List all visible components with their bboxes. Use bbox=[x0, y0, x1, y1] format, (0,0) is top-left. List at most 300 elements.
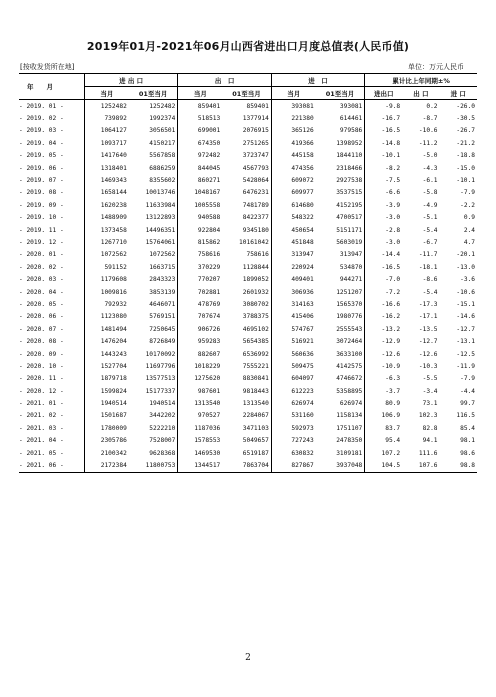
value-cell: 1252482 bbox=[129, 100, 178, 113]
value-cell: 531160 bbox=[291, 412, 314, 420]
table-row bbox=[19, 125, 477, 137]
period-cell: - 2019. 03 - bbox=[19, 125, 84, 137]
value-cell: 6476231 bbox=[222, 187, 271, 199]
value-cell: 2601932 bbox=[222, 286, 271, 298]
table-row bbox=[19, 323, 477, 335]
value-cell: 95.4 bbox=[385, 437, 401, 445]
value-cell: 107.6 bbox=[402, 459, 439, 472]
value-cell: -13.5 bbox=[418, 325, 438, 333]
value-cell: 3537515 bbox=[316, 187, 365, 199]
value-cell: 5567858 bbox=[129, 150, 178, 162]
value-cell: 739892 bbox=[104, 115, 127, 123]
period-cell: - 2020. 02 - bbox=[19, 261, 84, 273]
value-cell: 3109181 bbox=[316, 447, 365, 459]
table-row bbox=[19, 249, 477, 261]
value-cell: 1469530 bbox=[194, 449, 221, 457]
period-cell: - 2020. 08 - bbox=[19, 335, 84, 347]
period-cell: - 2020. 07 - bbox=[19, 323, 84, 335]
value-cell: -21.2 bbox=[456, 139, 475, 147]
value-cell: -15.0 bbox=[456, 164, 475, 172]
value-cell: 2927538 bbox=[316, 174, 365, 186]
value-cell: 630832 bbox=[291, 449, 314, 457]
value-cell: 313947 bbox=[291, 251, 314, 259]
value-cell: 1476204 bbox=[100, 338, 127, 346]
value-cell: 758616 bbox=[222, 249, 271, 261]
value-cell: 2843323 bbox=[129, 273, 178, 285]
value-cell: 1373458 bbox=[100, 226, 127, 234]
value-cell: -10.1 bbox=[381, 152, 401, 160]
value-cell: 98.6 bbox=[460, 449, 475, 457]
value-cell: 2100342 bbox=[100, 449, 127, 457]
value-cell: -4.9 bbox=[422, 201, 438, 209]
value-cell: 574767 bbox=[291, 325, 314, 333]
value-cell: 1267710 bbox=[100, 238, 127, 246]
period-cell: - 2020. 10 - bbox=[19, 360, 84, 372]
value-cell: -2.8 bbox=[385, 226, 401, 234]
value-cell: 1187036 bbox=[194, 424, 221, 432]
value-cell: -14.6 bbox=[456, 313, 475, 321]
value-cell: 859401 bbox=[222, 100, 271, 113]
value-cell: 4.7 bbox=[463, 238, 475, 246]
value-cell: 3471103 bbox=[222, 422, 271, 434]
value-cell: 548322 bbox=[291, 214, 314, 222]
value-cell: -8.2 bbox=[385, 164, 401, 172]
value-cell: 365126 bbox=[291, 127, 314, 135]
value-cell: -12.7 bbox=[456, 325, 475, 333]
value-cell: -13.0 bbox=[456, 263, 475, 271]
value-cell: 94.1 bbox=[422, 437, 438, 445]
period-cell: - 2019. 02 - bbox=[19, 112, 84, 124]
value-cell: -3.4 bbox=[422, 387, 438, 395]
value-cell: 5049657 bbox=[222, 435, 271, 447]
value-cell: 370229 bbox=[197, 263, 221, 271]
sub-header: 出 口 bbox=[402, 87, 439, 100]
value-cell: -5.4 bbox=[422, 288, 438, 296]
value-cell: -17.3 bbox=[418, 300, 438, 308]
value-cell: 1251207 bbox=[316, 286, 365, 298]
value-cell: 1844110 bbox=[316, 150, 365, 162]
table-row bbox=[19, 373, 477, 385]
table-row bbox=[19, 273, 477, 285]
value-cell: 1417640 bbox=[100, 152, 127, 160]
value-cell: 4700517 bbox=[316, 212, 365, 224]
value-cell: 1005558 bbox=[194, 201, 221, 209]
value-cell: 314163 bbox=[291, 300, 314, 308]
value-cell: 612223 bbox=[291, 387, 314, 395]
period-cell: - 2019. 11 - bbox=[19, 224, 84, 236]
value-cell: 10170092 bbox=[129, 348, 178, 360]
value-cell: 1658144 bbox=[100, 189, 127, 197]
value-cell: 393081 bbox=[291, 102, 314, 110]
value-cell: 940588 bbox=[197, 214, 221, 222]
value-cell: 450654 bbox=[291, 226, 314, 234]
table-row bbox=[19, 162, 477, 174]
value-cell: 8422377 bbox=[222, 212, 271, 224]
value-cell: 1072562 bbox=[129, 249, 178, 261]
value-cell: 306936 bbox=[291, 288, 314, 296]
value-cell: 220924 bbox=[291, 263, 314, 271]
value-cell: 5654385 bbox=[222, 335, 271, 347]
value-cell: 1128844 bbox=[222, 261, 271, 273]
table-row bbox=[19, 335, 477, 347]
value-cell: 1064127 bbox=[100, 127, 127, 135]
table-row bbox=[19, 112, 477, 124]
value-cell: 518513 bbox=[197, 115, 221, 123]
value-cell: -10.6 bbox=[456, 288, 475, 296]
sub-header: 01至当月 bbox=[129, 87, 178, 100]
value-cell: 8726849 bbox=[129, 335, 178, 347]
table-row bbox=[19, 348, 477, 360]
value-cell: 313947 bbox=[316, 249, 365, 261]
table-row bbox=[19, 286, 477, 298]
value-cell: 11800753 bbox=[129, 459, 178, 472]
value-cell: 5151171 bbox=[316, 224, 365, 236]
value-cell: 699001 bbox=[197, 127, 221, 135]
value-cell: 3723747 bbox=[222, 150, 271, 162]
table-row bbox=[19, 261, 477, 273]
table-row bbox=[19, 212, 477, 224]
value-cell: 445158 bbox=[291, 152, 314, 160]
value-cell: 10161042 bbox=[222, 236, 271, 248]
value-cell: 609977 bbox=[291, 189, 314, 197]
value-cell: 5769151 bbox=[129, 311, 178, 323]
monthly-trade-table bbox=[19, 73, 477, 473]
value-cell: 4746672 bbox=[316, 373, 365, 385]
value-cell: 2318466 bbox=[316, 162, 365, 174]
value-cell: 626974 bbox=[316, 397, 365, 409]
value-cell: 906726 bbox=[197, 325, 221, 333]
value-cell: -16.7 bbox=[381, 115, 401, 123]
value-cell: -13.2 bbox=[381, 325, 401, 333]
group-header-export: 出 口 bbox=[178, 74, 271, 87]
value-cell: 221380 bbox=[291, 115, 314, 123]
value-cell: -3.6 bbox=[460, 276, 475, 284]
value-cell: 1398952 bbox=[316, 137, 365, 149]
value-cell: 626974 bbox=[291, 400, 314, 408]
value-cell: 674350 bbox=[197, 139, 221, 147]
value-cell: -2.2 bbox=[460, 201, 475, 209]
value-cell: 80.9 bbox=[385, 400, 401, 408]
value-cell: -8.7 bbox=[422, 115, 438, 123]
value-cell: 987601 bbox=[197, 387, 221, 395]
value-cell: 1879718 bbox=[100, 375, 127, 383]
value-cell: -16.5 bbox=[381, 127, 401, 135]
value-cell: 1158134 bbox=[316, 410, 365, 422]
value-cell: -7.5 bbox=[385, 177, 401, 185]
value-cell: -12.6 bbox=[381, 350, 401, 358]
value-cell: 792932 bbox=[104, 300, 127, 308]
value-cell: 609072 bbox=[291, 177, 314, 185]
value-cell: 8355602 bbox=[129, 174, 178, 186]
value-cell: 1620238 bbox=[100, 201, 127, 209]
value-cell: 959283 bbox=[197, 338, 221, 346]
value-cell: 1443243 bbox=[100, 350, 127, 358]
value-cell: 7528007 bbox=[129, 435, 178, 447]
period-cell: - 2021. 05 - bbox=[19, 447, 84, 459]
page-title: 2019年01月-2021年06月山西省进出口月度总值表(人民币值) bbox=[86, 40, 410, 53]
value-cell: -5.5 bbox=[422, 375, 438, 383]
value-cell: 474356 bbox=[291, 164, 314, 172]
value-cell: 1481494 bbox=[100, 325, 127, 333]
value-cell: 944271 bbox=[316, 273, 365, 285]
value-cell: -16.5 bbox=[381, 263, 401, 271]
value-cell: 1780009 bbox=[100, 424, 127, 432]
value-cell: -10.1 bbox=[456, 177, 475, 185]
sub-header: 进出口 bbox=[365, 87, 402, 100]
value-cell: 14496351 bbox=[129, 224, 178, 236]
value-cell: -12.7 bbox=[418, 338, 438, 346]
period-cell: - 2020. 05 - bbox=[19, 298, 84, 310]
value-cell: 7481789 bbox=[222, 199, 271, 211]
value-cell: -12.6 bbox=[418, 350, 438, 358]
value-cell: 3633100 bbox=[316, 348, 365, 360]
value-cell: -3.0 bbox=[385, 238, 401, 246]
value-cell: -5.1 bbox=[422, 214, 438, 222]
value-cell: 1899052 bbox=[222, 273, 271, 285]
page-number: 2 bbox=[245, 653, 251, 663]
value-cell: 758616 bbox=[197, 251, 221, 259]
period-cell: - 2020. 06 - bbox=[19, 311, 84, 323]
value-cell: 15764061 bbox=[129, 236, 178, 248]
value-cell: 7250645 bbox=[129, 323, 178, 335]
value-cell: 4695102 bbox=[222, 323, 271, 335]
value-cell: 815862 bbox=[197, 238, 221, 246]
table-row bbox=[19, 100, 477, 113]
period-cell: - 2019. 08 - bbox=[19, 187, 84, 199]
value-cell: -3.9 bbox=[385, 201, 401, 209]
value-cell: 727243 bbox=[291, 437, 314, 445]
value-cell: 1344517 bbox=[178, 459, 222, 472]
value-cell: 116.5 bbox=[456, 412, 475, 420]
value-cell: -6.1 bbox=[422, 177, 438, 185]
value-cell: -13.1 bbox=[456, 338, 475, 346]
value-cell: -18.1 bbox=[418, 263, 438, 271]
value-cell: 9628368 bbox=[129, 447, 178, 459]
value-cell: 1501687 bbox=[100, 412, 127, 420]
value-cell: 979586 bbox=[316, 125, 365, 137]
value-cell: 0.2 bbox=[426, 102, 438, 110]
value-cell: 4567793 bbox=[222, 162, 271, 174]
sub-header: 01至当月 bbox=[222, 87, 271, 100]
value-cell: -20.1 bbox=[456, 251, 475, 259]
value-cell: 4152195 bbox=[316, 199, 365, 211]
period-cell: - 2019. 10 - bbox=[19, 212, 84, 224]
value-cell: 1663715 bbox=[129, 261, 178, 273]
table-row bbox=[19, 397, 477, 409]
value-cell: 415406 bbox=[291, 313, 314, 321]
table-row bbox=[19, 224, 477, 236]
value-cell: 4142575 bbox=[316, 360, 365, 372]
value-cell: 1179608 bbox=[100, 276, 127, 284]
value-cell: 1980776 bbox=[316, 311, 365, 323]
value-cell: -11.9 bbox=[456, 362, 475, 370]
value-cell: 2305786 bbox=[100, 437, 127, 445]
value-cell: 2751265 bbox=[222, 137, 271, 149]
value-cell: 2284067 bbox=[222, 410, 271, 422]
value-cell: -11.2 bbox=[418, 139, 438, 147]
sub-header: 当月 bbox=[84, 87, 128, 100]
period-cell: - 2020. 04 - bbox=[19, 286, 84, 298]
value-cell: 1992374 bbox=[129, 112, 178, 124]
period-cell: - 2019. 09 - bbox=[19, 199, 84, 211]
value-cell: -6.6 bbox=[385, 189, 401, 197]
table-row bbox=[19, 385, 477, 397]
sub-header: 01至当月 bbox=[316, 87, 365, 100]
value-cell: -18.8 bbox=[456, 152, 475, 160]
value-cell: 98.8 bbox=[440, 459, 477, 472]
value-cell: 614461 bbox=[316, 112, 365, 124]
value-cell: 1313540 bbox=[222, 397, 271, 409]
value-cell: 3056501 bbox=[129, 125, 178, 137]
value-cell: -7.2 bbox=[385, 288, 401, 296]
value-cell: -26.0 bbox=[456, 102, 475, 110]
value-cell: 1578553 bbox=[194, 437, 221, 445]
value-cell: 11697796 bbox=[129, 360, 178, 372]
table-body bbox=[19, 100, 477, 473]
value-cell: 859401 bbox=[197, 102, 221, 110]
sub-header: 当月 bbox=[178, 87, 222, 100]
value-cell: 5603019 bbox=[316, 236, 365, 248]
value-cell: -10.6 bbox=[418, 127, 438, 135]
value-cell: 2076915 bbox=[222, 125, 271, 137]
value-cell: 83.7 bbox=[385, 424, 401, 432]
value-cell: 4646071 bbox=[129, 298, 178, 310]
value-cell: -11.7 bbox=[418, 251, 438, 259]
table-row bbox=[19, 298, 477, 310]
value-cell: 393081 bbox=[316, 100, 365, 113]
value-cell: -12.5 bbox=[456, 350, 475, 358]
value-cell: -9.8 bbox=[385, 102, 401, 110]
value-cell: 9345180 bbox=[222, 224, 271, 236]
value-cell: 451848 bbox=[291, 238, 314, 246]
value-cell: 107.2 bbox=[381, 449, 401, 457]
value-cell: 1940514 bbox=[129, 397, 178, 409]
year-month-header: 年 月 bbox=[19, 74, 84, 100]
value-cell: 4150217 bbox=[129, 137, 178, 149]
table-row bbox=[19, 410, 477, 422]
value-cell: 2.4 bbox=[463, 226, 475, 234]
value-cell: 770207 bbox=[197, 276, 221, 284]
value-cell: -4.4 bbox=[460, 387, 475, 395]
value-cell: -7.0 bbox=[385, 276, 401, 284]
period-cell: - 2021. 01 - bbox=[19, 397, 84, 409]
value-cell: 1123080 bbox=[100, 313, 127, 321]
value-cell: -10.3 bbox=[418, 362, 438, 370]
value-cell: 827867 bbox=[271, 459, 315, 472]
value-cell: 1048167 bbox=[194, 189, 221, 197]
value-cell: 509475 bbox=[291, 362, 314, 370]
value-cell: -6.7 bbox=[422, 238, 438, 246]
value-cell: 15177337 bbox=[129, 385, 178, 397]
value-cell: -8.6 bbox=[422, 276, 438, 284]
value-cell: 409401 bbox=[291, 276, 314, 284]
period-cell: - 2021. 06 - bbox=[19, 459, 84, 472]
value-cell: -5.0 bbox=[422, 152, 438, 160]
value-cell: 1565370 bbox=[316, 298, 365, 310]
table-row bbox=[19, 422, 477, 434]
period-cell: - 2020. 11 - bbox=[19, 373, 84, 385]
value-cell: -14.8 bbox=[381, 139, 401, 147]
value-cell: 534870 bbox=[316, 261, 365, 273]
group-header-import: 进 口 bbox=[271, 74, 364, 87]
table-row bbox=[19, 187, 477, 199]
value-cell: 7863704 bbox=[222, 459, 271, 472]
period-cell: - 2019. 06 - bbox=[19, 162, 84, 174]
table-row bbox=[19, 137, 477, 149]
table-row bbox=[19, 150, 477, 162]
value-cell: -5.4 bbox=[422, 226, 438, 234]
value-cell: 13122893 bbox=[129, 212, 178, 224]
value-cell: 1275620 bbox=[194, 375, 221, 383]
table-row bbox=[19, 311, 477, 323]
value-cell: -7.9 bbox=[460, 375, 475, 383]
classification-label: [按收发货所在地] bbox=[20, 63, 75, 71]
value-cell: 970527 bbox=[197, 412, 221, 420]
group-header-yoy: 累计比上年同期±% bbox=[365, 74, 477, 87]
value-cell: -16.6 bbox=[381, 300, 401, 308]
value-cell: 604097 bbox=[291, 375, 314, 383]
table-row bbox=[19, 435, 477, 447]
value-cell: 3072464 bbox=[316, 335, 365, 347]
value-cell: 11633984 bbox=[129, 199, 178, 211]
value-cell: 707674 bbox=[197, 313, 221, 321]
period-cell: - 2020. 12 - bbox=[19, 385, 84, 397]
value-cell: 98.1 bbox=[460, 437, 475, 445]
value-cell: 10013746 bbox=[129, 187, 178, 199]
value-cell: 6519187 bbox=[222, 447, 271, 459]
value-cell: 882607 bbox=[197, 350, 221, 358]
period-cell: - 2019. 04 - bbox=[19, 137, 84, 149]
value-cell: 560636 bbox=[291, 350, 314, 358]
value-cell: -10.9 bbox=[381, 362, 401, 370]
value-cell: 2478350 bbox=[316, 435, 365, 447]
sub-header: 当月 bbox=[271, 87, 315, 100]
value-cell: 2172384 bbox=[84, 459, 128, 472]
period-cell: - 2019. 01 - bbox=[19, 100, 84, 113]
sub-header: 进 口 bbox=[440, 87, 477, 100]
table-row bbox=[19, 174, 477, 186]
value-cell: -5.8 bbox=[422, 189, 438, 197]
value-cell: 5222210 bbox=[129, 422, 178, 434]
value-cell: -17.1 bbox=[418, 313, 438, 321]
value-cell: 972482 bbox=[197, 152, 221, 160]
value-cell: -26.7 bbox=[456, 127, 475, 135]
value-cell: 3937048 bbox=[316, 459, 365, 472]
value-cell: -16.2 bbox=[381, 313, 401, 321]
value-cell: -30.5 bbox=[456, 115, 475, 123]
value-cell: 1093717 bbox=[100, 139, 127, 147]
value-cell: -4.3 bbox=[422, 164, 438, 172]
value-cell: 102.3 bbox=[418, 412, 438, 420]
value-cell: 104.5 bbox=[365, 459, 402, 472]
value-cell: 516921 bbox=[291, 338, 314, 346]
value-cell: -3.7 bbox=[385, 387, 401, 395]
value-cell: 1469343 bbox=[100, 177, 127, 185]
value-cell: 1488909 bbox=[100, 214, 127, 222]
value-cell: 1072562 bbox=[100, 251, 127, 259]
value-cell: 5428064 bbox=[222, 174, 271, 186]
value-cell: 3853139 bbox=[129, 286, 178, 298]
table-row bbox=[19, 236, 477, 248]
value-cell: 844045 bbox=[197, 164, 221, 172]
value-cell: 106.9 bbox=[381, 412, 401, 420]
period-cell: - 2021. 02 - bbox=[19, 410, 84, 422]
value-cell: 922804 bbox=[197, 226, 221, 234]
value-cell: 111.6 bbox=[418, 449, 438, 457]
value-cell: -15.1 bbox=[456, 300, 475, 308]
period-cell: - 2021. 03 - bbox=[19, 422, 84, 434]
value-cell: 5358895 bbox=[316, 385, 365, 397]
